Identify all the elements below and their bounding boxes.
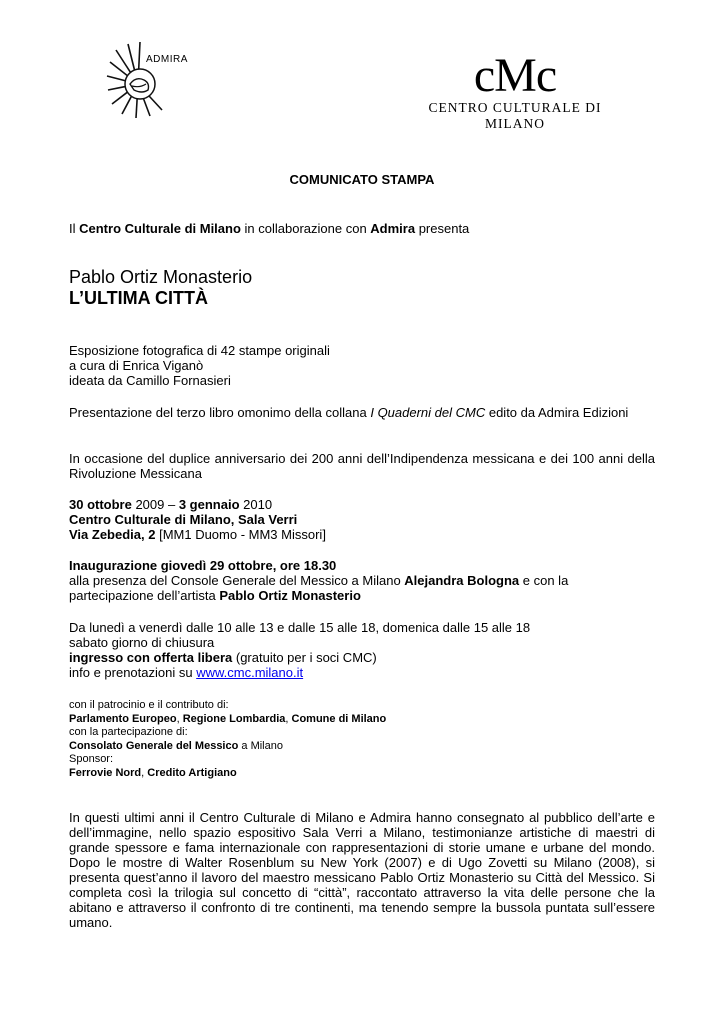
author-name: Pablo Ortiz Monasterio (69, 267, 253, 287)
intro-line: Il Centro Culturale di Milano in collaborazione con Admira presenta (69, 221, 470, 236)
opening-hours: Da lunedì a venerdì dalle 10 alle 13 e dalle 15 alle 18, domenica dalle 15 alle 18 sabato giorno di chiusura ingresso con offerta libera (gratuito per i soci CMC) info e prenotazioni su www.cmc.milano.it (69, 620, 531, 680)
admira-logo (106, 40, 196, 120)
cmc-logo (405, 49, 625, 131)
comunicato-label: COMUNICATO STAMPA (289, 172, 435, 187)
venue-line: Centro Culturale di Milano, Sala Verri (69, 512, 298, 527)
website-link[interactable]: www.cmc.milano.it (196, 665, 304, 680)
dates-line: 30 ottobre 2009 – 3 gennaio 2010 (69, 497, 273, 512)
press-release-heading (69, 172, 655, 187)
dates-venue (69, 497, 655, 542)
admira-sun-icon (106, 40, 196, 120)
cmc-logo-name: CENTRO CULTURALE DI MILANO (428, 100, 602, 131)
book-presentation: Presentazione del terzo libro omonimo della collana I Quaderni del CMC edito da Admira Edizioni (69, 405, 629, 420)
anniversary-paragraph: In occasione del duplice anniversario dei 200 anni dell’Indipendenza messicana e dei 100 anni della Rivoluzione Messicana (69, 451, 655, 481)
exhibition-info: Esposizione fotografica di 42 stampe originali a cura di Enrica Viganò ideata da Camillo Fornasieri (69, 343, 330, 388)
admira-logo-text: ADMIRA (146, 54, 188, 65)
exhibition-title (69, 267, 655, 309)
inauguration: Inaugurazione giovedì 29 ottobre, ore 18.30 alla presenza del Console Generale del Messico a Milano Alejandra Bologna e con la partecipazione dell’artista Pablo Ortiz Monasterio (69, 558, 569, 603)
address-line: Via Zebedia, 2 [MM1 Duomo - MM3 Missori] (69, 527, 326, 542)
cmc-logo-mark: cMc (473, 49, 557, 102)
patronage-sponsors: con il patrocinio e il contributo di: Parlamento Europeo, Regione Lombardia, Comune di Milano con la partecipazione di: Consolato Generale del Messico a Milano Sponsor: Ferrovie Nord, Credito Artigiano (69, 699, 387, 779)
body-paragraph: In questi ultimi anni il Centro Culturale di Milano e Admira hanno consegnato al pubblico dell’arte e dell’immagine, nello spazio espositivo Sala Verri a Milano, testimonianze artistiche di maestri di grande spessore e fama internazionale con rappresentazioni di storie umane e urbane del mondo. Dopo le mostre di Walter Rosenblum su New York (2007) e di Ugo Zovetti su Milano (2008), si presenta quest’anno il lavoro del maestro messicano Pablo Ortiz Monasterio su Città del Messico. Si completa così la trilogia sul concetto di “città”, raccontato attraverso la vita delle persone che la abitano e attraverso il confronto di tre continenti, ma tenendo sempre la bussola puntata sull’essere umano. (69, 810, 655, 930)
work-title: L’ULTIMA CITTÀ (69, 288, 208, 308)
